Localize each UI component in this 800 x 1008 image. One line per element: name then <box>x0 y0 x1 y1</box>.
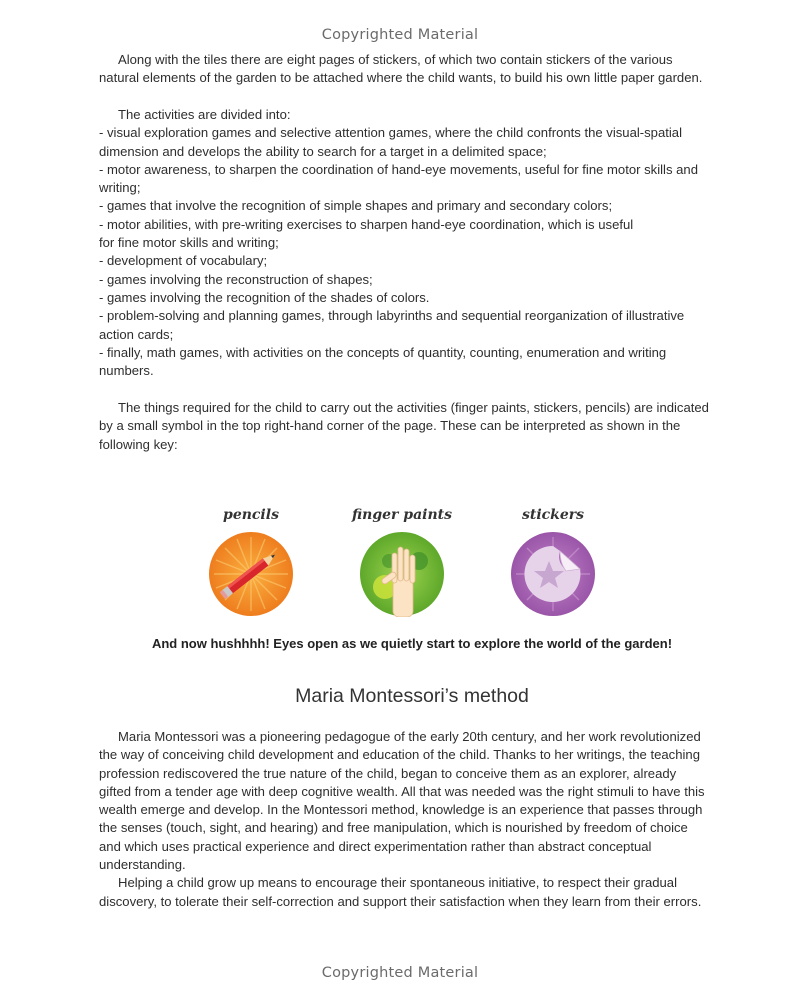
pencil-icon <box>208 531 294 617</box>
intro-paragraph <box>99 51 709 88</box>
sticker-icon <box>510 531 596 617</box>
section-title: Maria Montessori’s method <box>295 685 529 707</box>
key-finger-paints <box>342 505 462 617</box>
montessori-paragraphs <box>99 728 709 911</box>
activity-item: for fine motor skills and writing; <box>99 235 279 251</box>
activity-item: - games involving the reconstruction of shapes; <box>99 271 373 287</box>
activity-item: - finally, math games, with activities on the concepts of quantity, counting, enumeration and writing numbers. <box>99 344 667 379</box>
activity-item: - visual exploration games and selective attention games, where the child confronts the visual-spatial dimension and develops the ability to search for a target in a delimited space; <box>99 125 682 159</box>
watermark-bottom: Copyrighted Material <box>321 965 479 981</box>
key-label-finger-paints: finger paints <box>351 507 452 523</box>
activity-item: - motor abilities, with pre-writing exercises to sharpen hand-eye coordination, which is useful <box>99 216 634 232</box>
watermark-top: Copyrighted Material <box>321 27 479 43</box>
activity-item: - development of vocabulary; <box>99 253 268 269</box>
hand-icon <box>359 531 445 617</box>
intro-text: Along with the tiles there are eight pages of stickers, of which two contain stickers of the various natural elements of the garden to be attached where the child wants, to build his own little paper garden. <box>99 52 703 86</box>
key-label-pencils: pencils <box>223 507 279 523</box>
montessori-paragraph: Helping a child grow up means to encourage their spontaneous initiative, to respect their gradual discovery, to tolerate their self-correction and support their satisfaction when they learn from their errors. <box>99 875 702 909</box>
key-label-stickers: stickers <box>521 507 585 523</box>
materials-key <box>0 505 800 620</box>
activity-item: - games involving the recognition of the shades of colors. <box>99 289 430 305</box>
activity-item: - games that involve the recognition of simple shapes and primary and secondary colors; <box>99 198 613 214</box>
key-stickers <box>493 505 613 617</box>
montessori-paragraph: Maria Montessori was a pioneering pedagogue of the early 20th century, and her work revolutionized the way of conceiving child development and education of the child. Thanks to her writings, the teaching profession rediscovered the true nature of the child, began to conceive them as an explorer, already gifted from a tender age with deep cognitive wealth. All that was needed was the right stimuli to have this wealth emerge and develop. In the Montessori method, knowledge is an experience that passes through the senses (touch, sight, and hearing) and free manipulation, which is nourished by freedom of choice and which uses practical experience and direct experimentation rather than abstract conceptual understanding. <box>99 729 705 873</box>
requirements-paragraph <box>99 399 709 454</box>
activity-item: - problem-solving and planning games, through labyrinths and sequential reorganization of illustrative action cards; <box>99 308 685 342</box>
activities-list <box>99 106 709 380</box>
activity-item: - motor awareness, to sharpen the coordination of hand-eye movements, useful for fine motor skills and writing; <box>99 161 698 196</box>
key-pencils <box>191 505 311 617</box>
closing-line: And now hushhhh! Eyes open as we quietly start to explore the world of the garden! <box>151 636 673 651</box>
activities-heading: The activities are divided into: <box>118 107 291 122</box>
requirements-text: The things required for the child to carry out the activities (finger paints, stickers, pencils) are indicated by a small symbol in the top right-hand corner of the page. These can be interpreted as shown in the following key: <box>99 400 709 452</box>
